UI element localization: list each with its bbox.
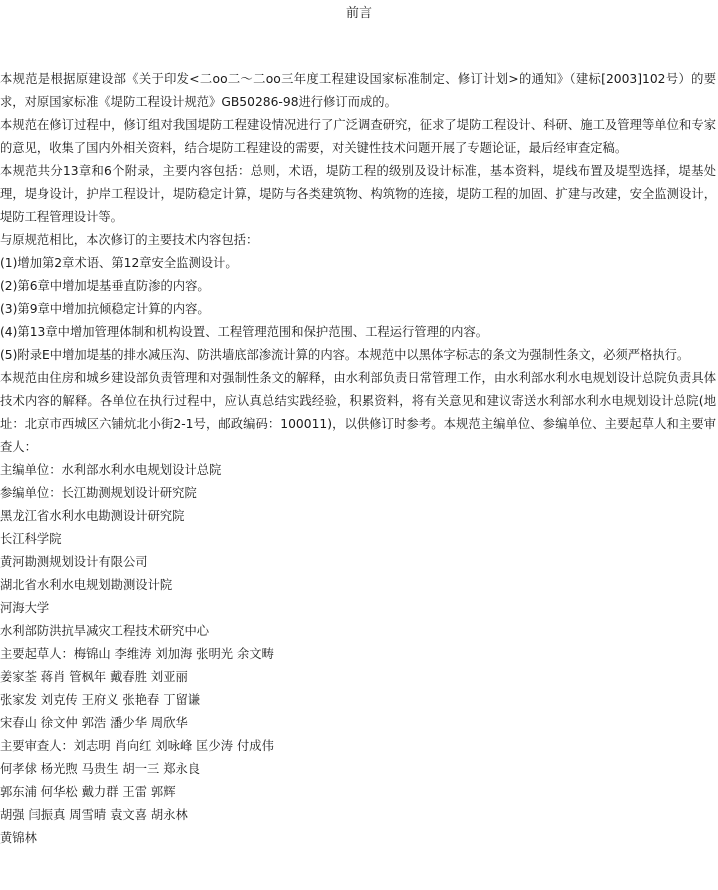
participating-unit: 黄河勘测规划设计有限公司: [0, 555, 148, 569]
page-title: 前言: [345, 6, 372, 21]
paragraph-changes-intro: 与原规范相比，本次修订的主要技术内容包括：: [0, 233, 259, 247]
drafters-line: 张家发 刘克传 王府义 张艳春 丁留谦: [0, 693, 201, 707]
main-drafters: 主要起草人：梅锦山 李维涛 刘加海 张明光 余文畴: [0, 647, 274, 661]
paragraph-background: 本规范是根据原建设部《关于印发<二oo二～二oo三年度工程建设国家标准制定、修订计划>的通知》（建标[2003]102号）的要求，对原国家标准《堤防工程设计规范》GB50286-98进行修订而成的。: [0, 72, 716, 109]
paragraph-revision-process: 本规范在修订过程中，修订组对我国堤防工程建设情况进行了广泛调查研究，征求了堤防工程设计、科研、施工及管理等单位和专家的意见，收集了国内外相关资料，结合堤防工程建设的需要，对关键性技术问题开展了专题论证，最后经审查定稿。: [0, 118, 716, 155]
drafters-line: 宋春山 徐文仲 郭浩 潘少华 周欣华: [0, 716, 188, 730]
change-item-1: (1)增加第2章术语、第12章安全监测设计。: [0, 256, 238, 270]
paragraph-management: 本规范由住房和城乡建设部负责管理和对强制性条文的解释，由水利部负责日常管理工作，由水利部水利水电规划设计总院负责具体技术内容的解释。各单位在执行过程中，应认真总结实践经验，积累资料，将有关意见和建议寄送水利部水利水电规划设计总院(地址：北京市西城区六铺炕北小街2-1号，邮政编码：100011)，以供修订时参考。本规范主编单位、参编单位、主要起草人和主要审查人：: [0, 371, 716, 454]
reviewers-line: 郭东浦 何华松 戴力群 王雷 郭辉: [0, 785, 176, 799]
reviewers-line: 何孝俅 杨光煦 马贵生 胡一三 郑永良: [0, 762, 201, 776]
change-item-4: (4)第13章中增加管理体制和机构设置、工程管理范围和保护范围、工程运行管理的内容。: [0, 325, 489, 339]
participating-unit: 参编单位：长江勘测规划设计研究院: [0, 486, 197, 500]
reviewers-line: 黄锦林: [0, 831, 37, 845]
main-reviewers: 主要审查人：刘志明 肖向红 刘咏峰 匡少涛 付成伟: [0, 739, 274, 753]
participating-unit: 水利部防洪抗旱减灾工程技术研究中心: [0, 624, 210, 638]
change-item-2: (2)第6章中增加堤基垂直防渗的内容。: [0, 279, 210, 293]
change-item-5: (5)附录E中增加堤基的排水减压沟、防洪墙底部渗流计算的内容。本规范中以黑体字标志的条文为强制性条文，必须严格执行。: [0, 348, 690, 362]
participating-unit: 黑龙江省水利水电勘测设计研究院: [0, 509, 185, 523]
change-item-3: (3)第9章中增加抗倾稳定计算的内容。: [0, 302, 210, 316]
participating-unit: 湖北省水利水电规划勘测设计院: [0, 578, 173, 592]
drafters-line: 姜家荃 蒋肖 管枫年 戴春胜 刘亚丽: [0, 670, 188, 684]
participating-unit: 长江科学院: [0, 532, 62, 546]
paragraph-contents: 本规范共分13章和6个附录，主要内容包括：总则，术语，堤防工程的级别及设计标准，基本资料，堤线布置及堤型选择，堤基处理，堤身设计，护岸工程设计，堤防稳定计算，堤防与各类建筑物、构筑物的连接，堤防工程的加固、扩建与改建，安全监测设计，堤防工程管理设计等。: [0, 164, 716, 224]
chief-editor-unit: 主编单位：水利部水利水电规划设计总院: [0, 463, 222, 477]
reviewers-line: 胡强 闫振真 周雪晴 袁文喜 胡永林: [0, 808, 188, 822]
participating-unit: 河海大学: [0, 601, 50, 615]
document-body: [0, 68, 716, 850]
